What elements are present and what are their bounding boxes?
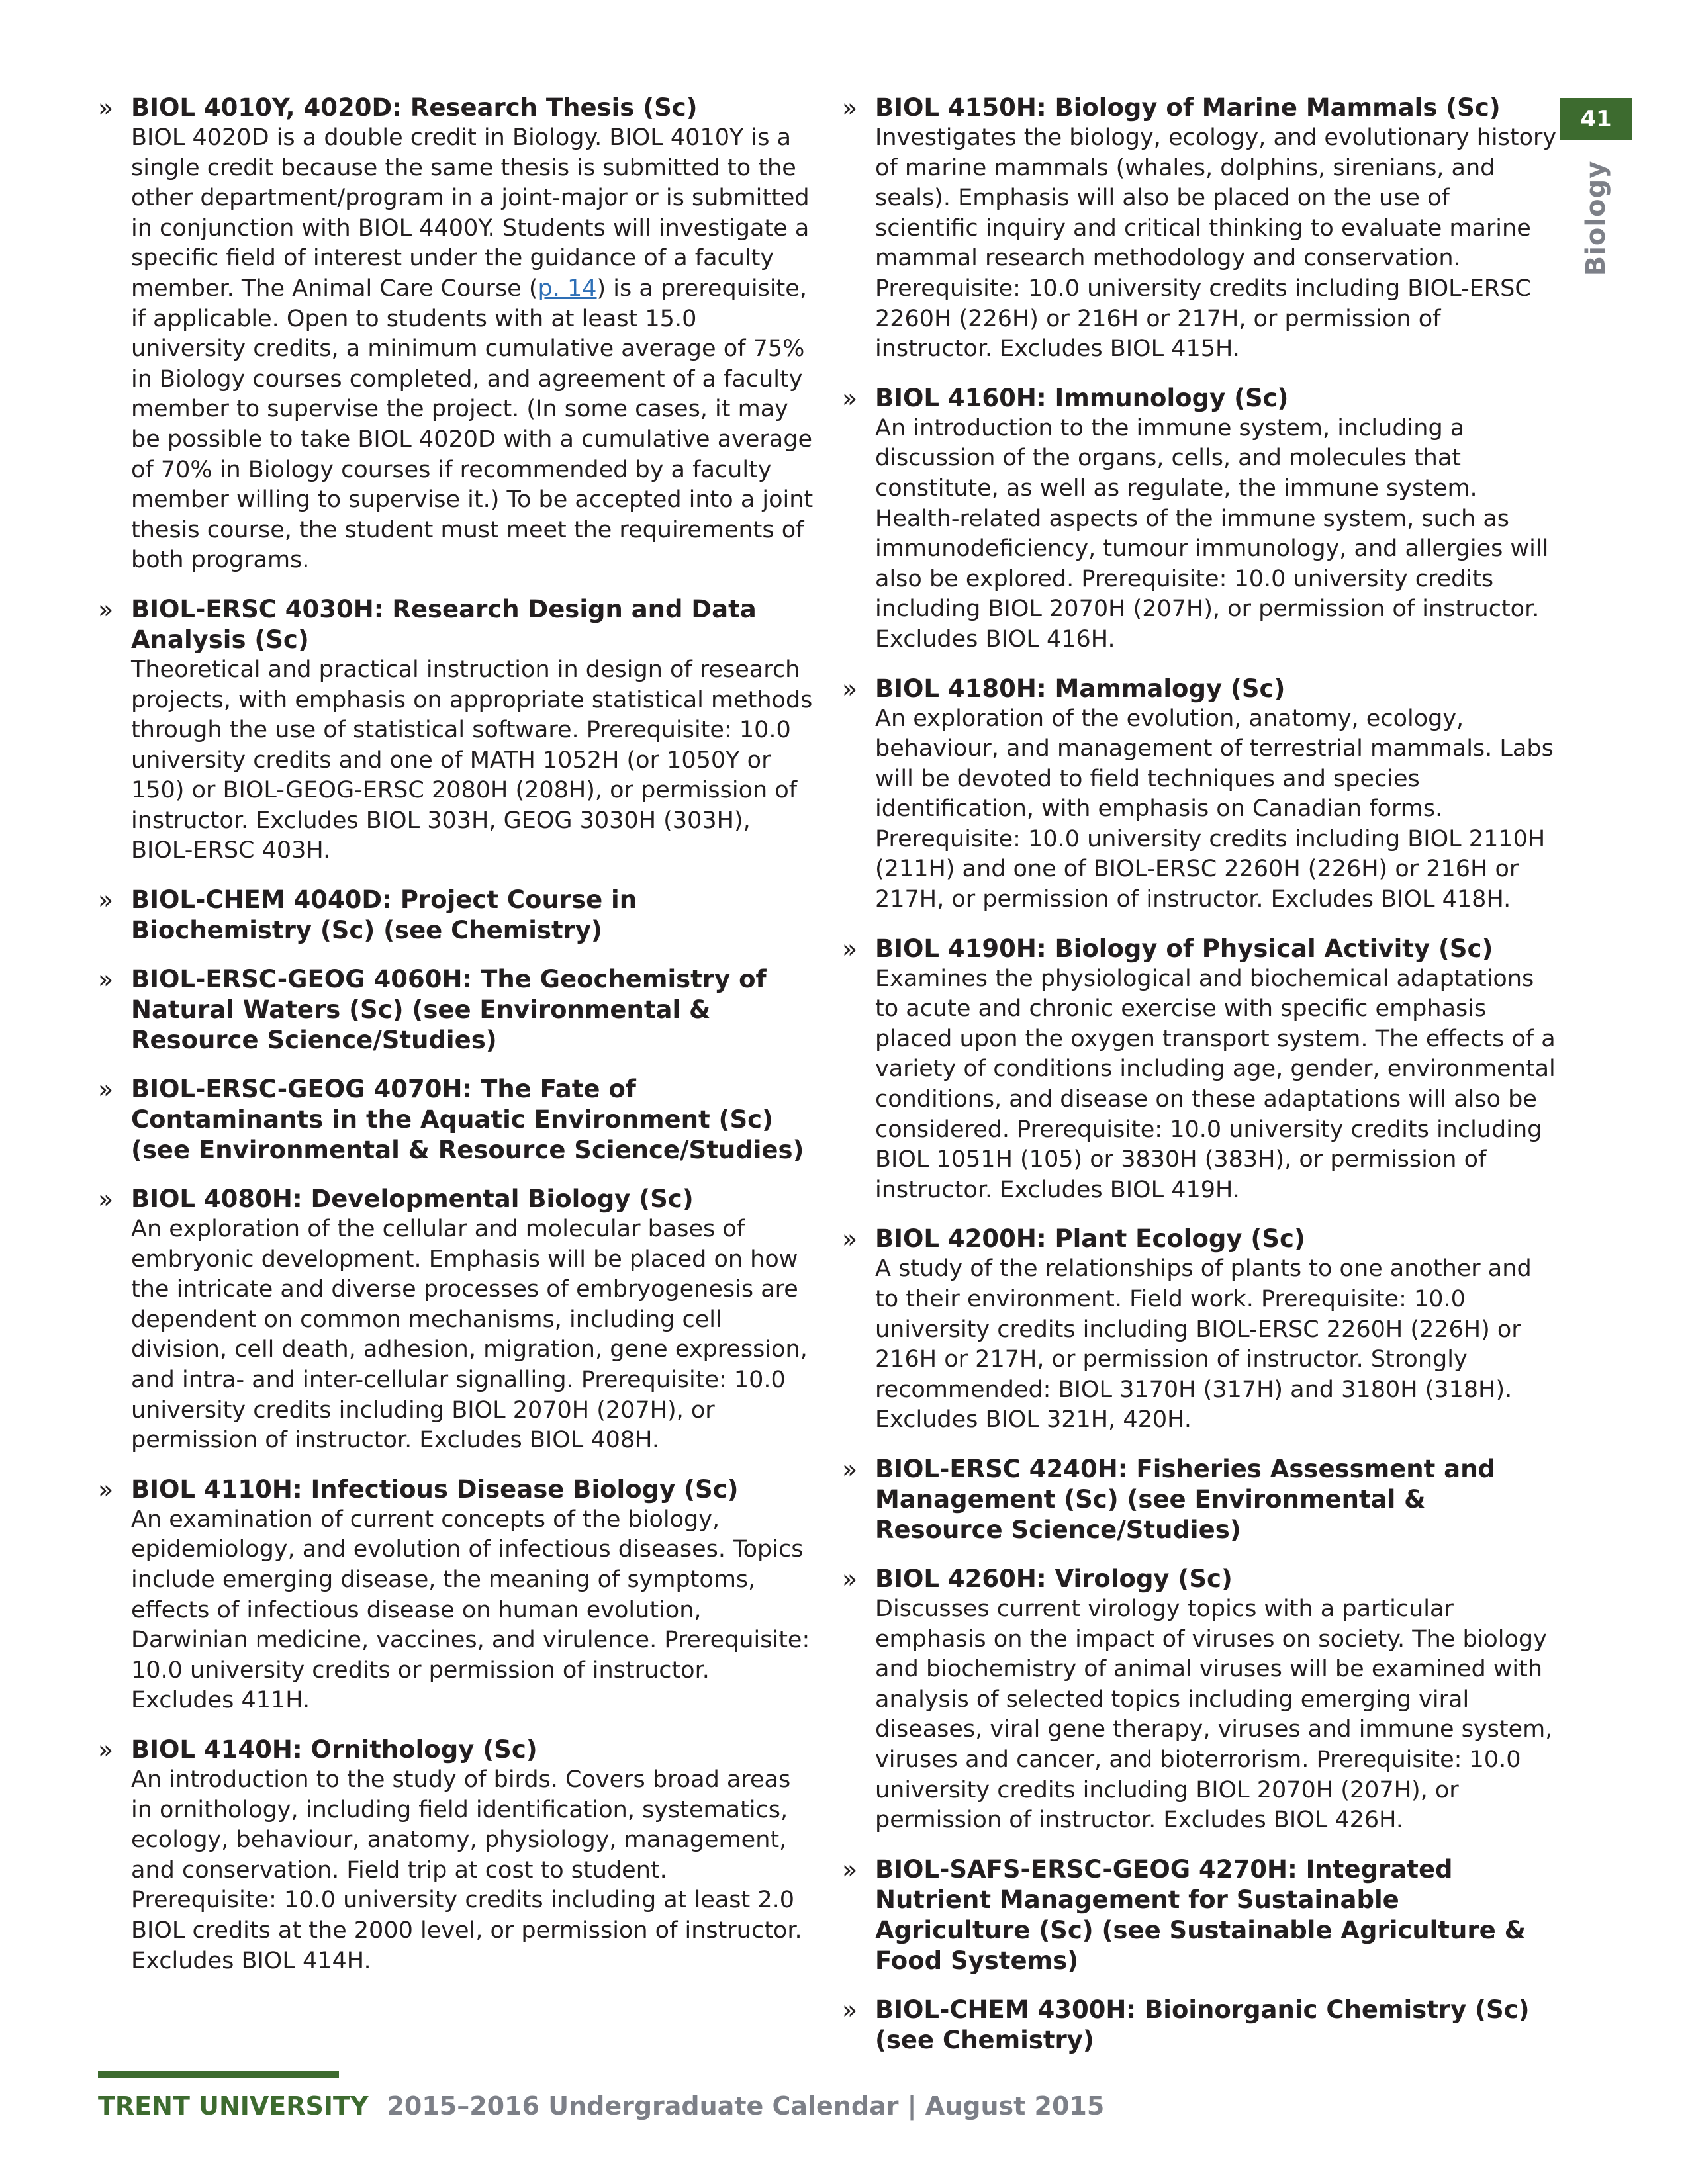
course-entry xyxy=(837,383,1558,655)
bullet-icon: » xyxy=(98,886,114,915)
course-title: BIOL 4150H: Biology of Marine Mammals (Sc) xyxy=(875,93,1501,122)
course-description: A study of the relationships of plants to one another and to their environment. Field work. Prerequisite: 10.0 university credits including BIOL-ERSC 2260H (226H) or 216H or 217H, or permission of instructor. Strongly recommended: BIOL 3170H (317H) and 3180H (318H). Excludes BIOL 321H, 420H. xyxy=(875,1255,1532,1433)
course-title: BIOL 4140H: Ornithology (Sc) xyxy=(131,1735,538,1764)
course-title: BIOL 4010Y, 4020D: Research Thesis (Sc) xyxy=(131,93,698,122)
footer xyxy=(98,2091,1104,2120)
course-entry xyxy=(93,1074,814,1165)
course-title: BIOL-ERSC-GEOG 4070H: The Fate of Contaminants in the Aquatic Environment (Sc) (see Environmental & Resource Science/Studies) xyxy=(131,1075,804,1165)
section-label: Biology xyxy=(1581,160,1611,277)
course-title: BIOL 4080H: Developmental Biology (Sc) xyxy=(131,1185,694,1214)
course-description: Examines the physiological and biochemical adaptations to acute and chronic exercise with specific emphasis placed upon the oxygen transport system. The effects of a variety of conditions including age, gender, environmental conditions, and disease on these adaptations will also be considered. Prerequisite: 10.0 university credits including BIOL 1051H (105) or 3830H (383H), or permission of instructor. Excludes BIOL 419H. xyxy=(875,965,1556,1203)
course-entry xyxy=(837,1854,1558,1976)
bullet-icon: » xyxy=(98,1075,114,1105)
right-column xyxy=(837,93,1558,2074)
course-entry xyxy=(837,934,1558,1206)
bullet-icon: » xyxy=(842,1854,858,1884)
course-entry xyxy=(93,1184,814,1456)
course-entry xyxy=(837,93,1558,365)
course-description: An introduction to the study of birds. Covers broad areas in ornithology, including field identification, systematics, ecology, behaviour, anatomy, physiology, management, and conservation. Field trip at cost to student. Prerequisite: 10.0 university credits including at least 2.0 BIOL credits at the 2000 level, or permission of instructor. Excludes BIOL 414H. xyxy=(131,1766,802,1974)
course-title: BIOL 4190H: Biology of Physical Activity (Sc) xyxy=(875,934,1493,963)
bullet-icon: » xyxy=(842,1995,858,2025)
course-title: BIOL-CHEM 4300H: Bioinorganic Chemistry (Sc) (see Chemistry) xyxy=(875,1995,1530,2054)
course-entry xyxy=(837,674,1558,915)
bullet-icon: » xyxy=(98,594,114,624)
course-title: BIOL 4200H: Plant Ecology (Sc) xyxy=(875,1224,1305,1253)
course-description: Discusses current virology topics with a particular emphasis on the impact of viruses on society. The biology and biochemistry of animal viruses will be examined with analysis of selected topics including emerging viral diseases, viral gene therapy, viruses and immune system, viruses and cancer, and bioterrorism. Prerequisite: 10.0 university credits including BIOL 2070H (207H), or permission of instructor. Excludes BIOL 426H. xyxy=(875,1595,1553,1834)
course-description-text: ) is a prerequisite, if applicable. Open to students with at least 15.0 university credits, a minimum cumulative average of 75% in Biology courses completed, and agreement of a faculty member to supervise the project. (In some cases, it may be possible to take BIOL 4020D with a cumulative average of 70% in Biology courses if recommended by a faculty member willing to supervise it.) To be accepted into a joint thesis course, the student must meet the requirements of both programs. xyxy=(131,275,814,574)
left-column xyxy=(93,93,814,1995)
bullet-icon: » xyxy=(98,1735,114,1764)
course-title: BIOL 4260H: Virology (Sc) xyxy=(875,1564,1233,1593)
course-title: BIOL 4110H: Infectious Disease Biology (Sc) xyxy=(131,1475,739,1504)
bullet-icon: » xyxy=(98,1475,114,1504)
footer-calendar: 2015–2016 Undergraduate Calendar | August 2015 xyxy=(387,2091,1105,2120)
course-description: Theoretical and practical instruction in design of research projects, with emphasis on appropriate statistical methods through the use of statistical software. Prerequisite: 10.0 university credits and one of MATH 1052H (or 1050Y or 150) or BIOL-GEOG-ERSC 2080H (208H), or permission of instructor. Excludes BIOL 303H, GEOG 3030H (303H), BIOL-ERSC 403H. xyxy=(131,656,813,864)
page-link[interactable]: p. 14 xyxy=(538,275,597,302)
page-number: 41 xyxy=(1560,98,1632,140)
course-description: Investigates the biology, ecology, and evolutionary history of marine mammals (whales, dolphins, sirenians, and seals). Emphasis will also be placed on the use of scientific inquiry and critical thinking to evaluate marine mammal research methodology and conservation. Prerequisite: 10.0 university credits including BIOL-ERSC 2260H (226H) or 216H or 217H, or permission of instructor. Excludes BIOL 415H. xyxy=(875,124,1557,363)
bullet-icon: » xyxy=(842,93,858,122)
course-entry xyxy=(93,1735,814,1976)
footer-university: TRENT UNIVERSITY xyxy=(98,2091,369,2120)
course-description-text: BIOL 4020D is a double credit in Biology. BIOL 4010Y is a single credit because the same thesis is submitted to the other department/program in a joint-major or is submitted in conjunction with BIOL 4400Y. Students will investigate a specific field of interest under the guidance of a faculty member. The Animal Care Course ( xyxy=(131,124,810,302)
bullet-icon: » xyxy=(842,1564,858,1594)
course-title: BIOL-ERSC 4240H: Fisheries Assessment and Management (Sc) (see Environmental & Resource Science/Studies) xyxy=(875,1454,1495,1544)
bullet-icon: » xyxy=(842,1224,858,1254)
bullet-icon: » xyxy=(98,93,114,122)
course-entry xyxy=(837,1224,1558,1435)
course-description: An exploration of the evolution, anatomy, ecology, behaviour, and management of terrestrial mammals. Labs will be devoted to field techniques and species identification, with emphasis on Canadian forms. Prerequisite: 10.0 university credits including BIOL 2110H (211H) and one of BIOL-ERSC 2260H (226H) or 216H or 217H, or permission of instructor. Excludes BIOL 418H. xyxy=(875,705,1554,913)
course-description xyxy=(131,123,814,576)
course-entry xyxy=(837,1454,1558,1545)
bullet-icon: » xyxy=(98,965,114,995)
course-description: An examination of current concepts of the biology, epidemiology, and evolution of infectious diseases. Topics include emerging disease, the meaning of symptoms, effects of infectious disease on human evolution, Darwinian medicine, vaccines, and virulence. Prerequisite: 10.0 university credits or permission of instructor. Excludes 411H. xyxy=(131,1506,810,1714)
course-entry xyxy=(93,1475,814,1716)
bullet-icon: » xyxy=(842,934,858,964)
course-entry xyxy=(837,1564,1558,1836)
course-entry xyxy=(93,594,814,866)
course-description: An introduction to the immune system, including a discussion of the organs, cells, and molecules that constitute, as well as regulate, the immune system. Health-related aspects of the immune system, such as immunodeficiency, tumour immunology, and allergies will also be explored. Prerequisite: 10.0 university credits including BIOL 2070H (207H), or permission of instructor. Excludes BIOL 416H. xyxy=(875,414,1549,653)
footer-rule xyxy=(98,2071,339,2078)
course-title: BIOL 4160H: Immunology (Sc) xyxy=(875,383,1289,412)
course-description: An exploration of the cellular and molecular bases of embryonic development. Emphasis will be placed on how the intricate and diverse processes of embryogenesis are dependent on common mechanisms, including cell division, cell death, adhesion, migration, gene expression, and intra- and inter-cellular signalling. Prerequisite: 10.0 university credits including BIOL 2070H (207H), or permission of instructor. Excludes BIOL 408H. xyxy=(131,1216,808,1454)
course-entry xyxy=(93,885,814,946)
course-entry xyxy=(837,1995,1558,2056)
course-entry xyxy=(93,93,814,576)
course-title: BIOL-ERSC-GEOG 4060H: The Geochemistry of Natural Waters (Sc) (see Environmental & Resource Science/Studies) xyxy=(131,965,767,1055)
bullet-icon: » xyxy=(842,1454,858,1484)
bullet-icon: » xyxy=(842,383,858,413)
bullet-icon: » xyxy=(98,1185,114,1214)
course-title: BIOL 4180H: Mammalogy (Sc) xyxy=(875,674,1286,703)
course-title: BIOL-SAFS-ERSC-GEOG 4270H: Integrated Nutrient Management for Sustainable Agriculture (Sc) (see Sustainable Agriculture & Food Systems) xyxy=(875,1854,1526,1975)
bullet-icon: » xyxy=(842,674,858,704)
course-title: BIOL-ERSC 4030H: Research Design and Data Analysis (Sc) xyxy=(131,594,757,654)
course-title: BIOL-CHEM 4040D: Project Course in Biochemistry (Sc) (see Chemistry) xyxy=(131,886,637,945)
course-entry xyxy=(93,964,814,1056)
